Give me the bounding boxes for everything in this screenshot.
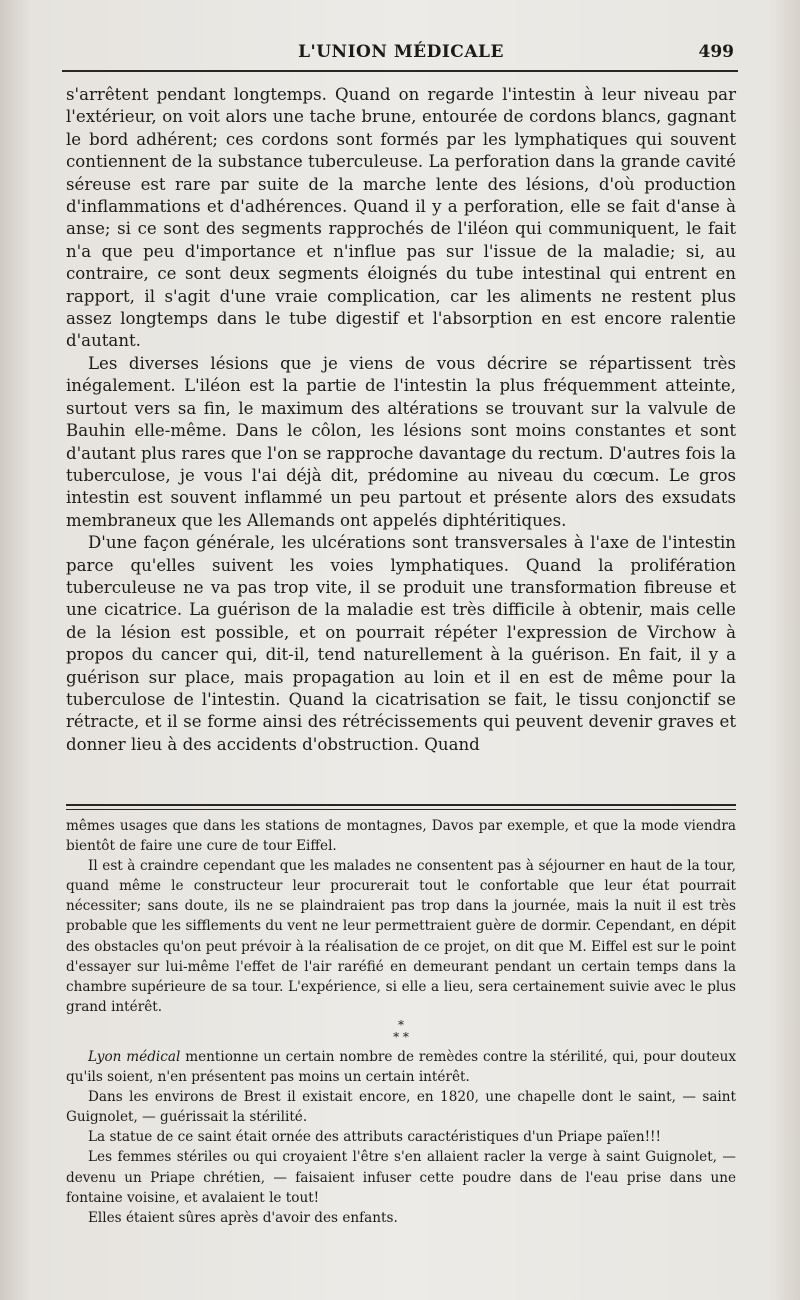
main-text [66,84,736,756]
asterism-separator: * * * [393,1017,409,1044]
note-paragraph: Dans les environs de Brest il existait encore, en 1820, une chapelle dont le saint, — saint Guignolet, — guérissait la stérilité. [66,1089,736,1126]
note-text: mentionne un certain nombre de remèdes contre la stérilité, qui, pour douteux qu'ils soient, n'en présentent pas moins un certain intérêt. [66,1048,736,1086]
note-paragraph: Les femmes stériles ou qui croyaient l'être s'en allaient racler la verge à saint Guignolet, — devenu un Priape chrétien, — faisaient infuser cette poudre dans de l'eau prise dans une fontaine voisine, et avalaient le tout! [66,1149,736,1206]
note-paragraph: mêmes usages que dans les stations de montagnes, Davos par exemple, et que la mode viendra bientôt de faire une cure de tour Eiffel. [66,818,736,855]
note-paragraph [66,1047,736,1087]
journal-title: Lyon médical [88,1048,181,1065]
running-title: L'UNION MÉDICALE [298,42,504,62]
page-number: 499 [698,42,734,62]
main-paragraph: s'arrêtent pendant longtemps. Quand on regarde l'intestin à leur niveau par l'extérieur, on voit alors une tache brune, entourée de cordons blancs, gagnant le bord adhérent; ces cordons sont formés par les lymphatiques qui souvent contiennent de la substance tuberculeuse. La perforation dans la grande cavité séreuse est rare par suite de la marche lente des lésions, d'où production d'inflammations et d'adhérences. Quand il y a perforation, elle se fait d'anse à anse; si ce sont des segments rapprochés de l'iléon qui communiquent, le fait n'a que peu d'importance et n'influe pas sur l'issue de la maladie; si, au contraire, ce sont deux segments éloignés du tube intestinal qui entrent en rapport, il s'agit d'une vraie complication, car les aliments ne restent plus assez longtemps dans le tube digestif et l'absorption en est encore ralentie d'autant. [66,85,736,351]
notes-section [66,816,736,1228]
header-rule [62,70,738,72]
note-paragraph: Elles étaient sûres après d'avoir des enfants. [88,1209,398,1226]
note-paragraph: Il est à craindre cependant que les malades ne consentent pas à séjourner en haut de la tour, quand même le constructeur leur procurerait tout le confortable que leur état pourrait nécessiter; sans doute, ils ne se plaindraient pas trop dans la journée, mais la nuit il est très probable que les sifflements du vent ne leur permettraient guère de dormir. Cependant, en dépit des obstacles qu'on peut prévoir à la réalisation de ce projet, on dit que M. Eiffel est sur le point d'essayer sur lui-même l'effet de l'air raréfié en demeurant pendant un certain temps dans la chambre supérieure de sa tour. L'expérience, si elle a lieu, sera certainement suivie avec le plus grand intérêt. [66,858,736,1015]
main-paragraph: D'une façon générale, les ulcérations sont transversales à l'axe de l'intestin parce qu'elles suivent les voies lymphatiques. Quand la prolifération tuberculeuse ne va pas trop vite, il se produit une transformation fibreuse et une cicatrice. La guérison de la maladie est très difficile à obtenir, mais celle de la lésion est possible, et on pourrait répéter l'expression de Virchow à propos du cancer qui, dit-il, tend naturellement à la guérison. En fait, il y a guérison sur place, mais propagation au loin et il en est de même pour la tuberculose de l'intestin. Quand la cicatrisation se fait, le tissu conjonctif se rétracte, et il se forme ainsi des rétrécissements qui peuvent devenir graves et donner lieu à des accidents d'obstruction. Quand [66,533,736,754]
main-paragraph: Les diverses lésions que je viens de vous décrire se répartissent très inégalement. L'iléon est la partie de l'intestin la plus fréquemment atteinte, surtout vers sa fin, le maximum des altérations se trouvant sur la valvule de Bauhin elle-même. Dans le côlon, les lésions sont moins constantes et sont d'autant plus rares que l'on se rapproche davantage du rectum. D'autres fois la tuberculose, je vous l'ai déjà dit, prédomine au niveau du cœcum. Le gros intestin est souvent inflammé un peu partout et présente alors des exsudats membraneux que les Allemands ont appelés diphtéritiques. [66,353,736,530]
footnote-separator-rule [66,804,736,810]
note-paragraph: La statue de ce saint était ornée des attributs caractéristiques d'un Priape païen!!! [88,1129,661,1146]
page-header [66,40,736,70]
